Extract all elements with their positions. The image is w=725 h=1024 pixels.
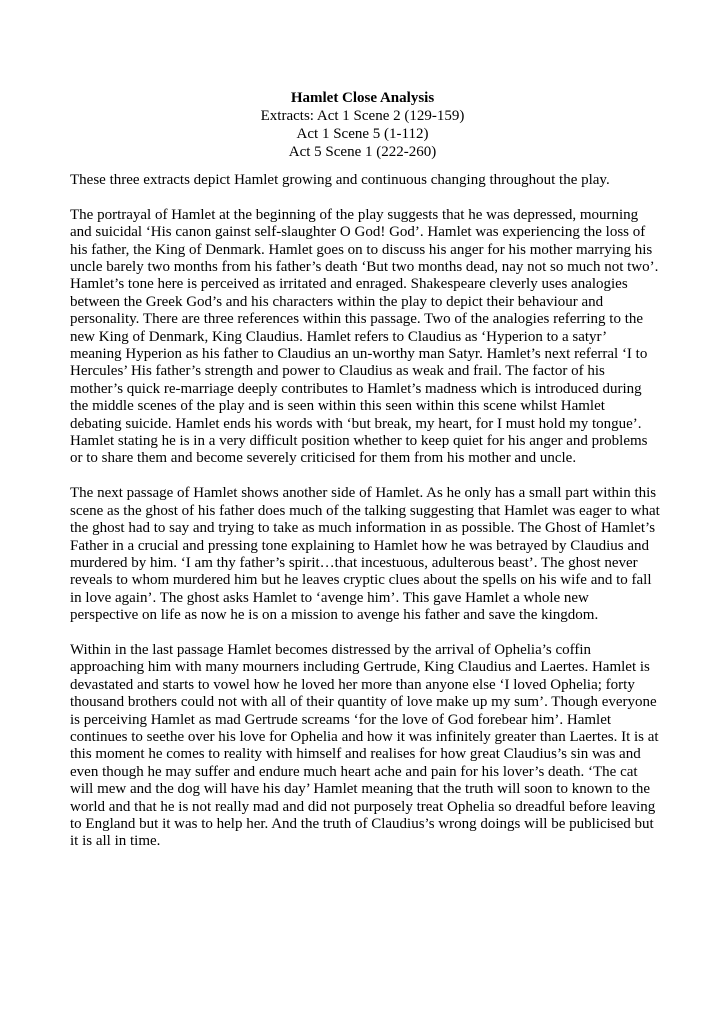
document-title: Hamlet Close Analysis	[290, 90, 435, 106]
intro-paragraph: These three extracts depict Hamlet growing and continuous changing throughout the play.	[70, 172, 610, 188]
paragraph-act5-scene1: Within in the last passage Hamlet becomes distressed by the arrival of Ophelia’s coffin approaching him with many mourners including Gertrude, King Claudius and Laertes. Hamlet is devastated and starts to vowel how he loved her more than anyone else ‘I loved Ophelia; forty thousand brothers could not with all of their quantity of love make up my sum’. Though everyone is perceiving Hamlet as mad Gertrude screams ‘for the love of God forebear him’. Hamlet continues to seethe over his love for Ophelia and how it was infinitely greater than Laertes. It is at this moment he comes to reality with himself and realises for how great Claudius’s sin was and even though he may suffer and endure much heart ache and pain for his lover’s death. ‘The cat will mew and the dog will have his day’ Hamlet meaning that the truth will soon to known to the world and that he is not really mad and did not purposely treat Ophelia so dreadful before leaving to England but it was to help her. And the truth of Claudius’s wrong doings will be publicised but it is all in time.	[70, 641, 659, 850]
extracts-line: Extracts: Act 1 Scene 2 (129-159)	[260, 108, 465, 124]
paragraph-act1-scene2: The portrayal of Hamlet at the beginning of the play suggests that he was depressed, mourning and suicidal ‘His canon gainst self-slaughter O God! God’. Hamlet was experiencing the loss of his father, the King of Denmark. Hamlet goes on to discuss his anger for his mother marrying his uncle barely two months from his father’s death ‘But two months dead, nay not so much not two’. Hamlet’s tone here is perceived as irritated and enraged. Shakespeare cleverly uses analogies between the Greek God’s and his characters within the play to depict their behaviour and personality. There are three references within this passage. Two of the analogies referring to the new King of Denmark, King Claudius. Hamlet refers to Claudius as ‘Hyperion to a satyr’ meaning Hyperion as his father to Claudius an un-worthy man Satyr. Hamlet’s next referral ‘I to Hercules’ His father’s strength and power to Claudius as weak and frail. The factor of his mother’s quick re-marriage deeply contributes to Hamlet’s madness which is introduced during the middle scenes of the play and is seen within this seen within this scene whilst Hamlet debating suicide. Hamlet ends his words with ‘but break, my heart, for I must hold my tongue’. Hamlet stating he is in a very difficult position whether to keep quiet for his anger and problems or to share them and become severely criticised for them from his mother and uncle.	[70, 206, 659, 467]
document-header	[0, 89, 725, 161]
paragraph-act1-scene5: The next passage of Hamlet shows another side of Hamlet. As he only has a small part within this scene as the ghost of his father does much of the talking suggesting that Hamlet was eager to what the ghost had to say and trying to take as much information in as possible. The Ghost of Hamlet’s Father in a crucial and pressing tone explaining to Hamlet how he was betrayed by Claudius and murdered by him. ‘I am thy father’s spirit…that incestuous, adulterous beast’. The ghost never reveals to whom murdered him but he leaves cryptic clues about the spells on his wife and to fall in love again’. The ghost asks Hamlet to ‘avenge him’. This gave Hamlet a whole new perspective on life as now he is on a mission to avenge his father and save the kingdom.	[70, 485, 660, 624]
extract-act5-scene1: Act 5 Scene 1 (222-260)	[288, 144, 437, 160]
extract-act1-scene5: Act 1 Scene 5 (1-112)	[296, 126, 429, 142]
document-body	[70, 172, 660, 868]
